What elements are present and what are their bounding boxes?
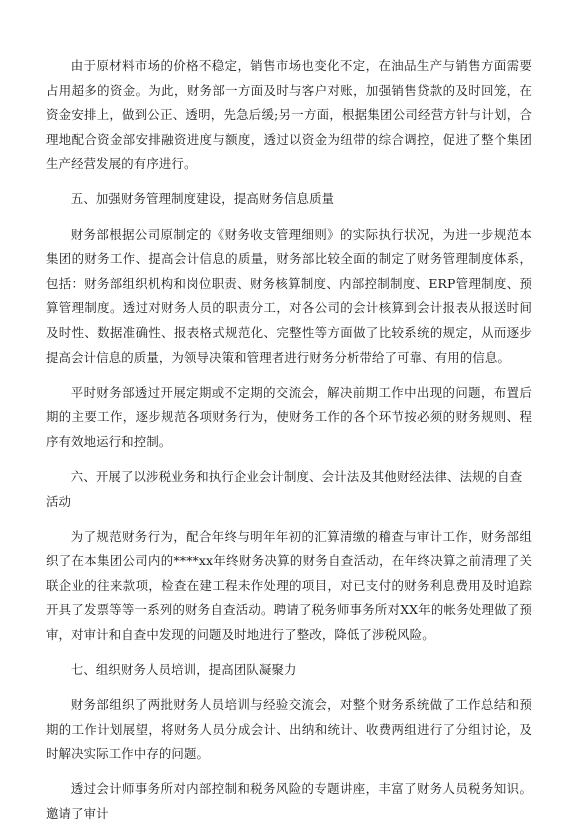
paragraph-lectures: 透过会计师事务所对内部控制和税务风险的专题讲座，丰富了财务人员税务知识。邀请了审计 xyxy=(46,781,532,822)
section-heading-7: 七、组织财务人员培训，提高团队凝聚力 xyxy=(70,662,297,678)
section-heading-5: 五、加强财务管理制度建设，提高财务信息质量 xyxy=(70,191,335,207)
paragraph-funding: 由于原材料市场的价格不稳定，销售市场也变化不定，在油品生产与销售方面需要占用超多的资金。为此，财务部一方面及时与客户对账，加强销售贷款的及时回笼，在资金安排上，做到公正、透明，先急后缓;另一方面，根据集团公司经营方针与计划，合理地配合资金部安排融资进度与额度，透过以资金为纽带的综合调控，促进了整个集团生产经营发展的有序进行。 xyxy=(46,58,532,172)
section-heading-6: 六、开展了以涉税业务和执行企业会计制度、会计法及其他财经法律、法规的自查活动 xyxy=(46,468,523,509)
paragraph-management-system: 财务部根据公司原制定的《财务收支管理细则》的实际执行状况，为进一步规范本集团的财务工作、提高会计信息的质量，财务部比较全面的制定了财务管理制度体系，包括：财务部组织机构和岗位职责、财务核算制度、内部控制制度、ERP管理制度、预算管理制度。透过对财务人员的职责分工，对各公司的会计核算到会计报表从报送时间及时性、数据准确性、报表格式规范化、完整性等方面做了比较系统的规定，从而逐步提高会计信息的质量，为领导决策和管理者进行财务分析带给了可靠、有用的信息。 xyxy=(46,226,532,365)
paragraph-meetings: 平时财务部透过开展定期或不定期的交流会，解决前期工作中出现的问题，布置后期的主要工作，逐步规范各项财务行为，使财务工作的各个环节按必须的财务规则、程序有效地运行和控制。 xyxy=(46,384,532,449)
paragraph-self-inspection: 为了规范财务行为，配合年终与明年年初的汇算清缴的稽查与审计工作，财务部组织了在本集团公司内的****xx年终财务决算的财务自查活动，在年终决算之前清理了关联企业的往来款项，检查在建工程未作处理的项目，对已支付的财务利息费用及时追踪开具了发票等等一系列的财务自查活动。聘请了税务师事务所对XX年的帐务处理做了预审，对审计和自查中发现的问题及时地进行了整改，降低了涉税风险。 xyxy=(46,528,532,642)
paragraph-training: 财务部组织了两批财务人员培训与经验交流会，对整个财务系统做了工作总结和预期的工作计划展望，将财务人员分成会计、出纳和统计、收费两组进行了分组讨论，及时解决实际工作中存的问题。 xyxy=(46,697,532,762)
